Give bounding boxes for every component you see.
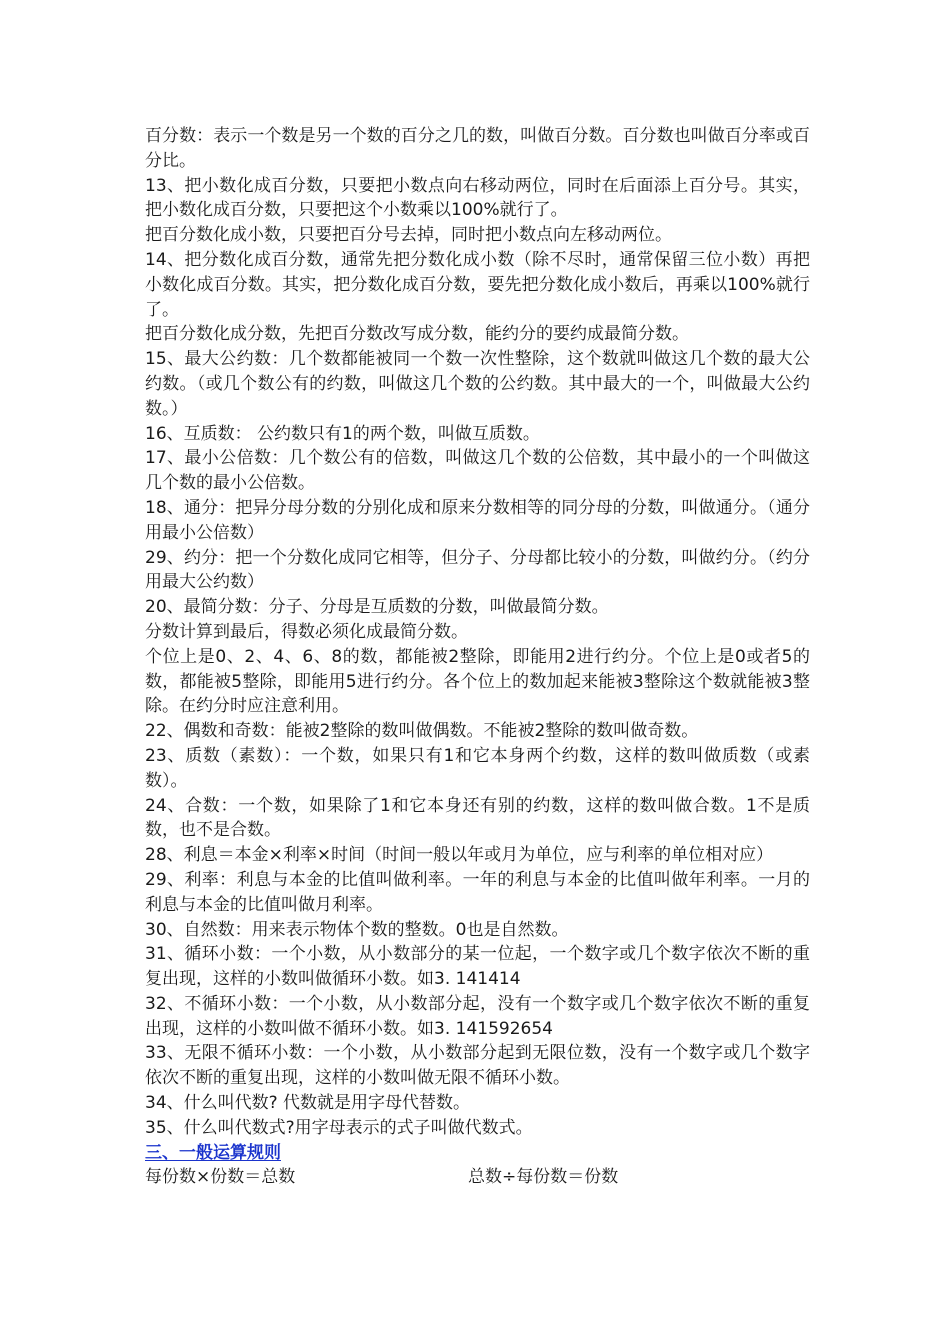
- paragraph-15: 15、最大公约数：几个数都能被同一个数一次性整除，这个数就叫做这几个数的最大公约数。（或几个数公有的约数，叫做这几个数的公约数。其中最大的一个，叫做最大公约数。）: [145, 349, 810, 419]
- paragraph-23: 23、质数（素数）：一个数，如果只有1和它本身两个约数，这样的数叫做质数（或素数）。: [145, 745, 810, 791]
- paragraph-16: 16、互质数： 公约数只有1的两个数，叫做互质数。: [145, 423, 540, 444]
- formula-left: 每份数×份数＝总数: [145, 1167, 296, 1188]
- paragraph-14: 14、把分数化成百分数，通常先把分数化成小数（除不尽时，通常保留三位小数）再把小数化成百分数。其实，把分数化成百分数，要先把分数化成小数后，再乘以100%就行了。: [145, 249, 810, 320]
- paragraph-30: 30、自然数：用来表示物体个数的整数。0也是自然数。: [145, 919, 569, 940]
- paragraph-33: 33、无限不循环小数：一个小数，从小数部分起到无限位数，没有一个数字或几个数字依次不断的重复出现，这样的小数叫做无限不循环小数。: [145, 1043, 810, 1089]
- paragraph-17: 17、最小公倍数：几个数公有的倍数，叫做这几个数的公倍数，其中最小的一个叫做这几个数的最小公倍数。: [145, 448, 810, 494]
- paragraph-35: 35、什么叫代数式?用字母表示的式子叫做代数式。: [145, 1117, 533, 1138]
- paragraph-18: 18、通分：把异分母分数的分别化成和原来分数相等的同分母的分数，叫做通分。（通分用最小公倍数）: [145, 497, 810, 543]
- formula-row: [145, 1165, 810, 1190]
- paragraph-percent-to-decimal: 把百分数化成小数，只要把百分号去掉，同时把小数点向左移动两位。: [145, 225, 672, 246]
- paragraph-29-rate: 29、利率：利息与本金的比值叫做利率。一年的利息与本金的比值叫做年利率。一月的利息与本金的比值叫做月利率。: [145, 869, 810, 915]
- paragraph-24: 24、合数：一个数，如果除了1和它本身还有别的约数，这样的数叫做合数。1不是质数，也不是合数。: [145, 795, 810, 841]
- document-body: [145, 124, 810, 1190]
- paragraph-simplest-fraction-note: 分数计算到最后，得数必须化成最简分数。: [145, 621, 468, 642]
- paragraph-29-reduce: 29、约分：把一个分数化成同它相等，但分子、分母都比较小的分数，叫做约分。（约分用最大公约数）: [145, 547, 810, 593]
- formula-right: 总数÷每份数＝份数: [468, 1167, 619, 1188]
- paragraph-percent-to-fraction: 把百分数化成分数，先把百分数改写成分数，能约分的要约成最简分数。: [145, 324, 689, 345]
- paragraph-percent-definition: 百分数：表示一个数是另一个数的百分之几的数，叫做百分数。百分数也叫做百分率或百分比。: [145, 126, 810, 171]
- paragraph-22: 22、偶数和奇数：能被2整除的数叫做偶数。不能被2整除的数叫做奇数。: [145, 721, 699, 742]
- paragraph-34: 34、什么叫代数? 代数就是用字母代替数。: [145, 1093, 471, 1114]
- paragraph-20: 20、最简分数：分子、分母是互质数的分数，叫做最简分数。: [145, 597, 609, 618]
- paragraph-32: 32、不循环小数：一个小数，从小数部分起，没有一个数字或几个数字依次不断的重复出现，这样的小数叫做不循环小数。如3. 141592654: [145, 993, 810, 1039]
- paragraph-28: 28、利息＝本金×利率×时间（时间一般以年或月为单位，应与利率的单位相对应）: [145, 845, 774, 866]
- section-heading-link[interactable]: 三、一般运算规则: [145, 1142, 281, 1163]
- paragraph-31: 31、循环小数：一个小数，从小数部分的某一位起，一个数字或几个数字依次不断的重复出现，这样的小数叫做循环小数。如3. 141414: [145, 944, 810, 990]
- paragraph-13: 13、把小数化成百分数，只要把小数点向右移动两位，同时在后面添上百分号。其实，把小数化成百分数，只要把这个小数乘以100%就行了。: [145, 175, 810, 221]
- paragraph-divisibility-rules: 个位上是0、2、4、6、8的数，都能被2整除，即能用2进行约分。个位上是0或者5的数，都能被5整除，即能用5进行约分。各个位上的数加起来能被3整除这个数就能被3整除。在约分时应注意利用。: [145, 646, 810, 717]
